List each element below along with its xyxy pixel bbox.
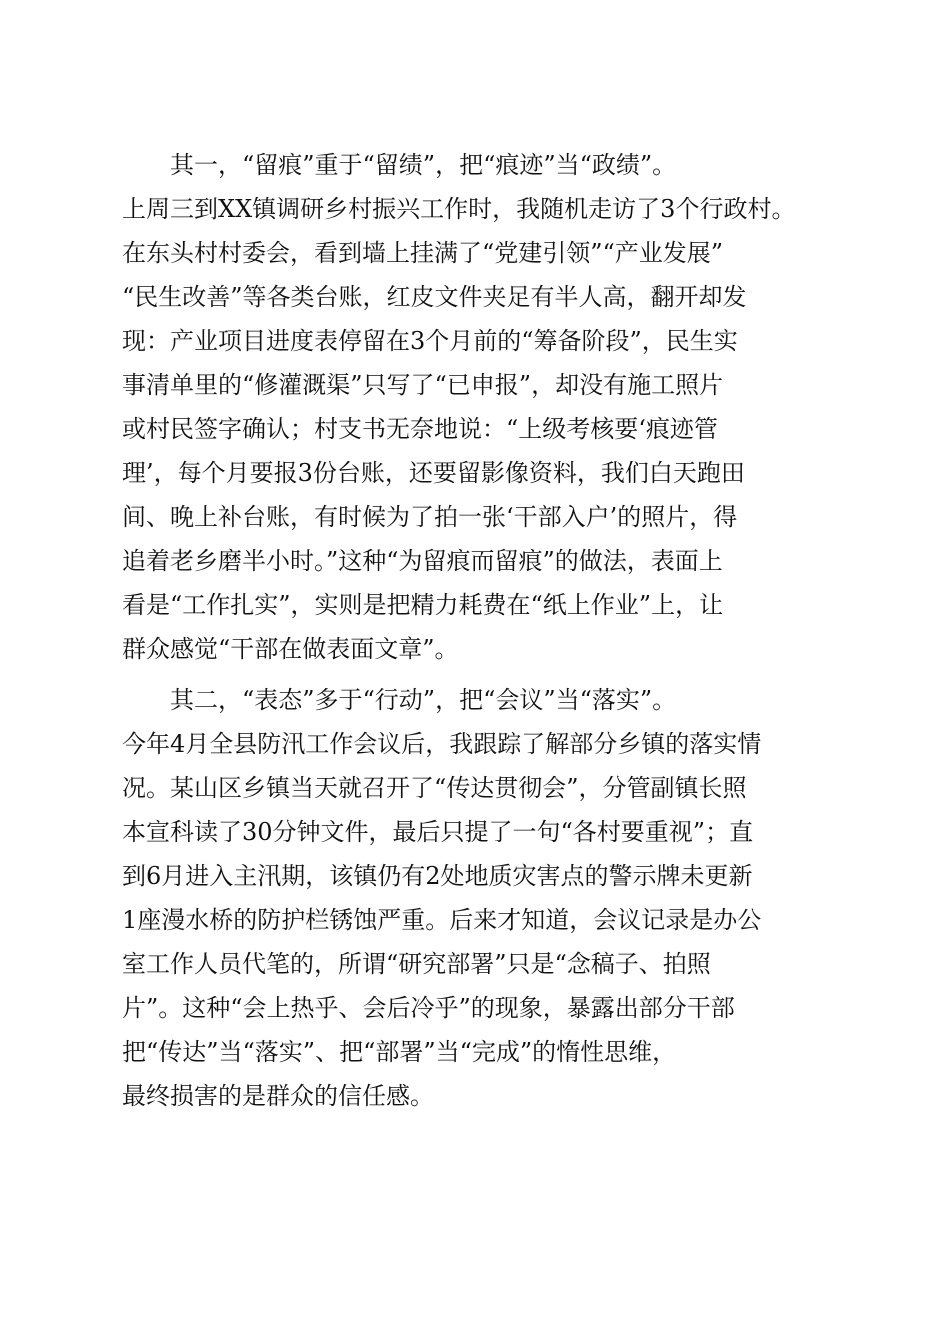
paragraph-line: 况。某山区乡镇当天就召开了“传达贯彻会”，分管副镇长照	[122, 774, 747, 802]
paragraph-line: “民生改善”等各类台账，红皮文件夹足有半人高，翻开却发	[122, 283, 747, 311]
paragraph-line: 看是“工作扎实”，实则是把精力耗费在“纸上作业”上，让	[122, 591, 724, 619]
paragraph-line: 或村民签字确认；村支书无奈地说：“上级考核要‘痕迹管	[122, 415, 718, 443]
paragraph-line: 在东头村村委会，看到墙上挂满了“党建引领”“产业发展”	[122, 239, 724, 267]
paragraph-line: 追着老乡磨半小时。”这种“为留痕而留痕”的做法，表面上	[122, 547, 723, 575]
paragraph-line: 上周三到XX镇调研乡村振兴工作时，我随机走访了3个行政村。	[122, 195, 796, 223]
paragraph-line: 今年4月全县防汛工作会议后，我跟踪了解部分乡镇的落实情	[122, 730, 762, 758]
paragraph-line: 事清单里的“修灌溉渠”只写了“已申报”，却没有施工照片	[122, 371, 724, 399]
paragraph-line: 片”。这种“会上热乎、会后冷乎”的现象，暴露出部分干部	[122, 994, 735, 1022]
paragraph-line: 1座漫水桥的防护栏锈蚀严重。后来才知道，会议记录是办公	[122, 906, 762, 934]
paragraph-line: 现：产业项目进度表停留在3个月前的“筹备阶段”，民生实	[122, 327, 738, 355]
paragraph-line: 把“传达”当“落实”、把“部署”当“完成”的惰性思维，	[122, 1038, 677, 1066]
paragraph-line: 最终损害的是群众的信任感。	[122, 1082, 434, 1110]
paragraph-line: 间、晚上补台账，有时候为了拍一张‘干部入户’的照片，得	[122, 503, 738, 531]
paragraph-line: 理’，每个月要报3份台账，还要留影像资料，我们白天跑田	[122, 459, 745, 487]
paragraph-line: 室工作人员代笔的，所谓“研究部署”只是“念稿子、拍照	[122, 950, 711, 978]
paragraph-line: 其二，“表态”多于“行动”，把“会议”当“落实”。	[170, 686, 677, 714]
paragraph-line: 到6月进入主汛期，该镇仍有2处地质灾害点的警示牌未更新	[122, 862, 753, 890]
paragraph-line: 本宣科读了30分钟文件，最后只提了一句“各村要重视”；直	[122, 818, 754, 846]
paragraph-line: 群众感觉“干部在做表面文章”。	[122, 635, 459, 663]
paragraph-line: 其一，“留痕”重于“留绩”，把“痕迹”当“政绩”。	[170, 151, 677, 179]
